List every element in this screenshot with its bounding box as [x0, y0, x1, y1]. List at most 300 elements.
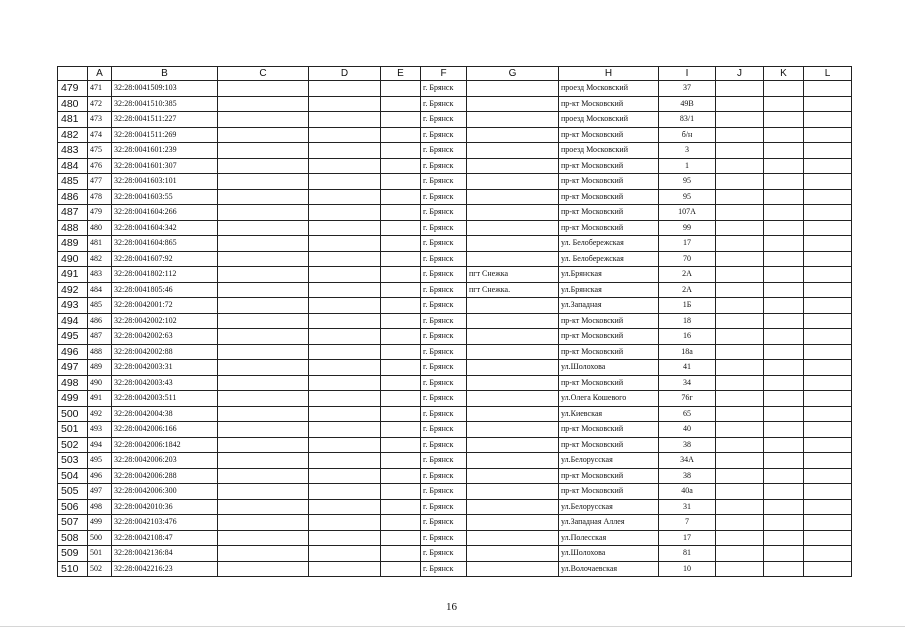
- cell-e: [381, 96, 421, 112]
- cell-j: [716, 205, 764, 221]
- cell-d: [309, 422, 381, 438]
- table-row: [58, 499, 852, 515]
- cell-b: 32:28:0042108:47: [112, 530, 218, 546]
- cell-l: [804, 220, 852, 236]
- cell-i: 10: [659, 561, 716, 577]
- cell-g: [467, 298, 559, 314]
- cell-l: [804, 375, 852, 391]
- cell-f: г. Брянск: [421, 143, 467, 159]
- cell-c: [218, 422, 309, 438]
- cell-l: [804, 112, 852, 128]
- cell-g: [467, 453, 559, 469]
- cell-b: 32:28:0041509:103: [112, 81, 218, 97]
- cell-a: 501: [88, 546, 112, 562]
- cell-h: ул.Шолохова: [559, 546, 659, 562]
- cell-j: [716, 174, 764, 190]
- cell-a: 495: [88, 453, 112, 469]
- row-number: 509: [58, 546, 88, 562]
- cell-g: [467, 437, 559, 453]
- row-number: 487: [58, 205, 88, 221]
- cell-i: 3: [659, 143, 716, 159]
- cell-b: 32:28:0042004:38: [112, 406, 218, 422]
- row-number: 489: [58, 236, 88, 252]
- cell-a: 482: [88, 251, 112, 267]
- cell-h: пр-кт Московский: [559, 158, 659, 174]
- cell-d: [309, 561, 381, 577]
- cell-l: [804, 453, 852, 469]
- row-number: 494: [58, 313, 88, 329]
- cell-k: [764, 453, 804, 469]
- table-row: [58, 282, 852, 298]
- cell-j: [716, 313, 764, 329]
- cell-l: [804, 251, 852, 267]
- cell-j: [716, 546, 764, 562]
- cell-j: [716, 158, 764, 174]
- cell-b: 32:28:0042002:88: [112, 344, 218, 360]
- column-header-row: [58, 67, 852, 81]
- column-header: H: [559, 67, 659, 81]
- cell-l: [804, 96, 852, 112]
- cell-e: [381, 329, 421, 345]
- cell-f: г. Брянск: [421, 251, 467, 267]
- cell-f: г. Брянск: [421, 189, 467, 205]
- cell-j: [716, 127, 764, 143]
- cell-g: [467, 375, 559, 391]
- cell-l: [804, 499, 852, 515]
- cell-e: [381, 484, 421, 500]
- table-row: [58, 422, 852, 438]
- cell-k: [764, 437, 804, 453]
- cell-k: [764, 236, 804, 252]
- cell-g: [467, 81, 559, 97]
- cell-j: [716, 112, 764, 128]
- cell-c: [218, 437, 309, 453]
- cell-e: [381, 205, 421, 221]
- cell-d: [309, 189, 381, 205]
- cell-a: 502: [88, 561, 112, 577]
- cell-g: [467, 96, 559, 112]
- cell-f: г. Брянск: [421, 437, 467, 453]
- cell-d: [309, 96, 381, 112]
- cell-i: 99: [659, 220, 716, 236]
- cell-h: проезд Московский: [559, 81, 659, 97]
- table-row: [58, 298, 852, 314]
- cell-d: [309, 329, 381, 345]
- cell-f: г. Брянск: [421, 391, 467, 407]
- cell-i: 38: [659, 437, 716, 453]
- cell-k: [764, 96, 804, 112]
- cell-k: [764, 158, 804, 174]
- cell-h: ул.Брянская: [559, 282, 659, 298]
- cell-i: б/н: [659, 127, 716, 143]
- cell-c: [218, 313, 309, 329]
- cell-k: [764, 81, 804, 97]
- table-row: [58, 143, 852, 159]
- cell-h: ул. Белобережская: [559, 236, 659, 252]
- cell-k: [764, 174, 804, 190]
- cell-h: ул.Киевская: [559, 406, 659, 422]
- row-number: 505: [58, 484, 88, 500]
- table-row: [58, 96, 852, 112]
- cell-e: [381, 561, 421, 577]
- cell-e: [381, 468, 421, 484]
- cell-g: [467, 360, 559, 376]
- cell-c: [218, 561, 309, 577]
- cell-a: 491: [88, 391, 112, 407]
- cell-e: [381, 344, 421, 360]
- cell-e: [381, 81, 421, 97]
- cell-k: [764, 143, 804, 159]
- cell-j: [716, 515, 764, 531]
- row-number: 498: [58, 375, 88, 391]
- cell-i: 34А: [659, 453, 716, 469]
- cell-a: 487: [88, 329, 112, 345]
- cell-d: [309, 158, 381, 174]
- scan-edge-line: [0, 626, 905, 627]
- cell-i: 2А: [659, 267, 716, 283]
- table-row: [58, 484, 852, 500]
- cell-l: [804, 515, 852, 531]
- cell-b: 32:28:0042006:203: [112, 453, 218, 469]
- cell-f: г. Брянск: [421, 81, 467, 97]
- cell-a: 479: [88, 205, 112, 221]
- cell-f: г. Брянск: [421, 422, 467, 438]
- cell-a: 477: [88, 174, 112, 190]
- cell-l: [804, 282, 852, 298]
- cell-e: [381, 298, 421, 314]
- cell-b: 32:28:0041604:266: [112, 205, 218, 221]
- cell-k: [764, 375, 804, 391]
- column-header: I: [659, 67, 716, 81]
- table-row: [58, 344, 852, 360]
- cell-b: 32:28:0041607:92: [112, 251, 218, 267]
- cell-i: 37: [659, 81, 716, 97]
- table-row: [58, 515, 852, 531]
- cell-g: [467, 515, 559, 531]
- row-number: 480: [58, 96, 88, 112]
- cell-j: [716, 391, 764, 407]
- cell-l: [804, 546, 852, 562]
- cell-i: 107А: [659, 205, 716, 221]
- cell-b: 32:28:0041511:227: [112, 112, 218, 128]
- cell-h: проезд Московский: [559, 112, 659, 128]
- cell-f: г. Брянск: [421, 530, 467, 546]
- page-number: 16: [446, 601, 457, 613]
- cell-c: [218, 406, 309, 422]
- cell-k: [764, 422, 804, 438]
- row-number: 497: [58, 360, 88, 376]
- cell-f: г. Брянск: [421, 112, 467, 128]
- row-number: 482: [58, 127, 88, 143]
- cell-k: [764, 282, 804, 298]
- row-number: 481: [58, 112, 88, 128]
- cell-l: [804, 143, 852, 159]
- cell-j: [716, 530, 764, 546]
- cell-f: г. Брянск: [421, 499, 467, 515]
- cell-l: [804, 127, 852, 143]
- cell-j: [716, 561, 764, 577]
- cell-i: 18: [659, 313, 716, 329]
- cell-h: пр-кт Московский: [559, 189, 659, 205]
- table-row: [58, 251, 852, 267]
- cell-b: 32:28:0042006:288: [112, 468, 218, 484]
- cell-h: ул.Западная Аллея: [559, 515, 659, 531]
- cell-d: [309, 406, 381, 422]
- cell-a: 485: [88, 298, 112, 314]
- cell-b: 32:28:0041805:46: [112, 282, 218, 298]
- cell-a: 497: [88, 484, 112, 500]
- cell-a: 493: [88, 422, 112, 438]
- cell-d: [309, 484, 381, 500]
- column-header: F: [421, 67, 467, 81]
- cell-d: [309, 468, 381, 484]
- cell-j: [716, 251, 764, 267]
- row-number: 485: [58, 174, 88, 190]
- cell-k: [764, 329, 804, 345]
- cell-f: г. Брянск: [421, 561, 467, 577]
- cell-c: [218, 127, 309, 143]
- cell-g: [467, 406, 559, 422]
- cell-l: [804, 406, 852, 422]
- cell-b: 32:28:0042003:43: [112, 375, 218, 391]
- cell-d: [309, 344, 381, 360]
- table-body: [58, 81, 852, 577]
- cell-k: [764, 205, 804, 221]
- cell-f: г. Брянск: [421, 267, 467, 283]
- cell-k: [764, 484, 804, 500]
- row-number: 508: [58, 530, 88, 546]
- table-row: [58, 437, 852, 453]
- cell-k: [764, 546, 804, 562]
- cell-k: [764, 112, 804, 128]
- cell-g: [467, 189, 559, 205]
- cell-d: [309, 143, 381, 159]
- table-row: [58, 127, 852, 143]
- cell-g: [467, 391, 559, 407]
- row-number: 502: [58, 437, 88, 453]
- cell-k: [764, 468, 804, 484]
- cell-b: 32:28:0042136:84: [112, 546, 218, 562]
- cell-c: [218, 174, 309, 190]
- cell-h: ул.Волочаевская: [559, 561, 659, 577]
- cell-i: 38: [659, 468, 716, 484]
- cell-a: 500: [88, 530, 112, 546]
- cell-g: пгт Снежка: [467, 267, 559, 283]
- table-row: [58, 158, 852, 174]
- cell-f: г. Брянск: [421, 329, 467, 345]
- cell-b: 32:28:0042103:476: [112, 515, 218, 531]
- cell-e: [381, 499, 421, 515]
- cell-f: г. Брянск: [421, 484, 467, 500]
- cell-i: 1: [659, 158, 716, 174]
- cell-k: [764, 220, 804, 236]
- cell-l: [804, 298, 852, 314]
- cell-l: [804, 468, 852, 484]
- cell-k: [764, 406, 804, 422]
- cell-i: 16: [659, 329, 716, 345]
- cell-c: [218, 96, 309, 112]
- cell-l: [804, 422, 852, 438]
- cell-d: [309, 530, 381, 546]
- cell-c: [218, 499, 309, 515]
- cell-e: [381, 189, 421, 205]
- column-header: C: [218, 67, 309, 81]
- row-number: 496: [58, 344, 88, 360]
- spreadsheet-table: [57, 66, 852, 577]
- row-number: 484: [58, 158, 88, 174]
- row-number: 503: [58, 453, 88, 469]
- row-number: 504: [58, 468, 88, 484]
- cell-e: [381, 112, 421, 128]
- cell-b: 32:28:0042006:166: [112, 422, 218, 438]
- cell-b: 32:28:0042006:300: [112, 484, 218, 500]
- cell-i: 2А: [659, 282, 716, 298]
- row-number: 500: [58, 406, 88, 422]
- cell-j: [716, 267, 764, 283]
- table-row: [58, 205, 852, 221]
- cell-b: 32:28:0042002:63: [112, 329, 218, 345]
- cell-g: [467, 561, 559, 577]
- cell-a: 490: [88, 375, 112, 391]
- cell-d: [309, 174, 381, 190]
- cell-d: [309, 81, 381, 97]
- table-row: [58, 189, 852, 205]
- cell-d: [309, 127, 381, 143]
- cell-i: 17: [659, 236, 716, 252]
- cell-g: [467, 158, 559, 174]
- cell-g: [467, 484, 559, 500]
- column-header: J: [716, 67, 764, 81]
- column-header: G: [467, 67, 559, 81]
- cell-i: 70: [659, 251, 716, 267]
- cell-c: [218, 189, 309, 205]
- row-number: 499: [58, 391, 88, 407]
- cell-f: г. Брянск: [421, 546, 467, 562]
- cell-k: [764, 530, 804, 546]
- cell-j: [716, 189, 764, 205]
- cell-c: [218, 236, 309, 252]
- row-number: 490: [58, 251, 88, 267]
- cell-i: 1Б: [659, 298, 716, 314]
- cell-h: ул.Белорусская: [559, 453, 659, 469]
- cell-e: [381, 546, 421, 562]
- cell-g: пгт Снежка.: [467, 282, 559, 298]
- table-row: [58, 220, 852, 236]
- cell-h: проезд Московский: [559, 143, 659, 159]
- cell-e: [381, 313, 421, 329]
- row-number: 483: [58, 143, 88, 159]
- cell-b: 32:28:0041603:55: [112, 189, 218, 205]
- cell-h: пр-кт Московский: [559, 422, 659, 438]
- cell-a: 472: [88, 96, 112, 112]
- cell-k: [764, 267, 804, 283]
- cell-l: [804, 189, 852, 205]
- cell-h: ул.Шолохова: [559, 360, 659, 376]
- cell-h: пр-кт Московский: [559, 96, 659, 112]
- cell-h: пр-кт Московский: [559, 205, 659, 221]
- cell-e: [381, 375, 421, 391]
- cell-a: 499: [88, 515, 112, 531]
- cell-l: [804, 174, 852, 190]
- cell-d: [309, 499, 381, 515]
- cell-i: 41: [659, 360, 716, 376]
- cell-d: [309, 360, 381, 376]
- cell-l: [804, 329, 852, 345]
- cell-b: 32:28:0041802:112: [112, 267, 218, 283]
- cell-f: г. Брянск: [421, 344, 467, 360]
- cell-d: [309, 375, 381, 391]
- cell-j: [716, 143, 764, 159]
- cell-c: [218, 546, 309, 562]
- cell-g: [467, 329, 559, 345]
- cell-e: [381, 360, 421, 376]
- cell-j: [716, 282, 764, 298]
- cell-g: [467, 530, 559, 546]
- cell-b: 32:28:0042216:23: [112, 561, 218, 577]
- cell-l: [804, 484, 852, 500]
- row-number: 488: [58, 220, 88, 236]
- row-number: 486: [58, 189, 88, 205]
- cell-l: [804, 205, 852, 221]
- cell-b: 32:28:0041604:865: [112, 236, 218, 252]
- table-row: [58, 112, 852, 128]
- cell-j: [716, 375, 764, 391]
- cell-c: [218, 360, 309, 376]
- cell-k: [764, 360, 804, 376]
- cell-l: [804, 360, 852, 376]
- cell-f: г. Брянск: [421, 298, 467, 314]
- row-number: 501: [58, 422, 88, 438]
- table-row: [58, 313, 852, 329]
- cell-e: [381, 127, 421, 143]
- cell-b: 32:28:0041603:101: [112, 174, 218, 190]
- table-row: [58, 391, 852, 407]
- cell-a: 480: [88, 220, 112, 236]
- cell-h: ул.Полесская: [559, 530, 659, 546]
- cell-c: [218, 267, 309, 283]
- cell-c: [218, 329, 309, 345]
- cell-c: [218, 530, 309, 546]
- cell-l: [804, 81, 852, 97]
- cell-a: 496: [88, 468, 112, 484]
- cell-f: г. Брянск: [421, 406, 467, 422]
- cell-c: [218, 81, 309, 97]
- cell-e: [381, 236, 421, 252]
- cell-f: г. Брянск: [421, 174, 467, 190]
- cell-k: [764, 344, 804, 360]
- cell-d: [309, 267, 381, 283]
- cell-a: 471: [88, 81, 112, 97]
- cell-f: г. Брянск: [421, 158, 467, 174]
- cell-c: [218, 344, 309, 360]
- cell-h: пр-кт Московский: [559, 329, 659, 345]
- cell-d: [309, 236, 381, 252]
- cell-f: г. Брянск: [421, 375, 467, 391]
- cell-c: [218, 391, 309, 407]
- row-number: 510: [58, 561, 88, 577]
- cell-h: ул.Белорусская: [559, 499, 659, 515]
- cell-h: пр-кт Московский: [559, 468, 659, 484]
- cell-a: 475: [88, 143, 112, 159]
- cell-j: [716, 220, 764, 236]
- cell-d: [309, 298, 381, 314]
- cell-g: [467, 499, 559, 515]
- cell-b: 32:28:0041510:385: [112, 96, 218, 112]
- cell-d: [309, 437, 381, 453]
- cell-a: 483: [88, 267, 112, 283]
- cell-b: 32:28:0041604:342: [112, 220, 218, 236]
- cell-l: [804, 437, 852, 453]
